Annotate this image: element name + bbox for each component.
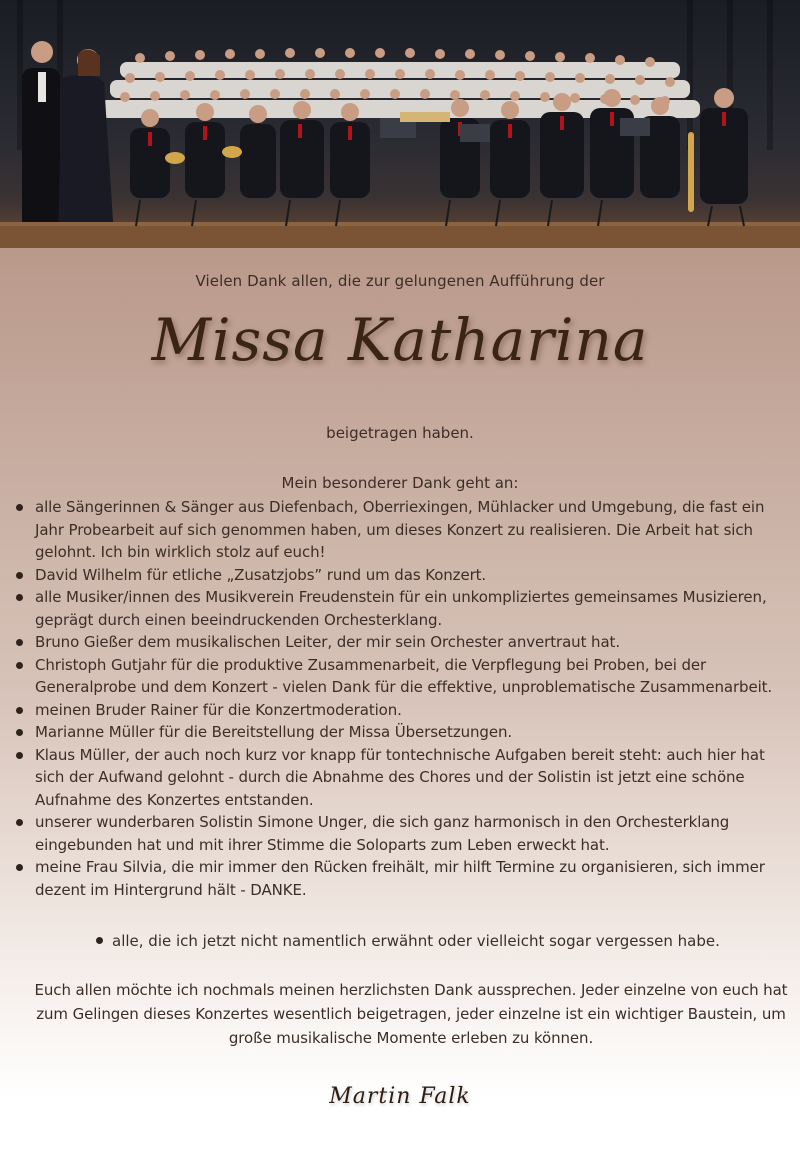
- list-item: Bruno Gießer dem musikalischen Leiter, der mir sein Orchester anvertraut hat.: [0, 631, 800, 654]
- contributed-text: beigetragen haben.: [326, 424, 474, 442]
- list-item: unserer wunderbaren Solistin Simone Unger, die sich ganz harmonisch in den Orchesterklang eingebunden hat und mit ihrer Stimme die Soloparts zum Leben erweckt hat.: [0, 811, 800, 856]
- extra-thanks: [0, 930, 800, 952]
- list-item: meine Frau Silvia, die mir immer den Rücken freihält, mir hilft Termine zu organisieren, sich immer dezent im Hintergrund hält - DANKE.: [0, 856, 800, 901]
- thanks-heading: Mein besonderer Dank geht an:: [281, 474, 519, 492]
- list-item: meinen Bruder Rainer für die Konzertmoderation.: [0, 699, 800, 722]
- closing-text: Euch allen möchte ich nochmals meinen herzlichsten Dank aussprechen. Jeder einzelne von euch hat zum Gelingen dieses Konzertes wesentlich beigetragen, jeder einzelne ist ein wichtiger Baustein, um große musikalische Momente erleben zu können.: [34, 981, 788, 1047]
- list-item: alle Sängerinnen & Sänger aus Diefenbach, Oberriexingen, Mühlacker und Umgebung, die fast ein Jahr Probearbeit auf sich genommen haben, um dieses Konzert zu realisieren. Die Arbeit hat sich gelohnt. Ich bin wirklich stolz auf euch!: [0, 496, 800, 564]
- soloist-figure: [58, 75, 114, 236]
- intro-text: Vielen Dank allen, die zur gelungenen Aufführung der: [195, 272, 605, 290]
- list-item: Klaus Müller, der auch noch kurz vor knapp für tontechnische Aufgaben bereit steht: auch hier hat sich der Aufwand gelohnt - durch die Abnahme des Chores und der Solistin ist jetzt eine schöne Aufnahme des Konzertes entstanden.: [0, 744, 800, 812]
- list-item: Marianne Müller für die Bereitstellung der Missa Übersetzungen.: [0, 721, 800, 744]
- list-item: Christoph Gutjahr für die produktive Zusammenarbeit, die Verpflegung bei Proben, bei der Generalprobe und dem Konzert - vielen Dank für die effektive, unproblematische Zusammenarbeit.: [0, 654, 800, 699]
- thanks-list: [0, 496, 800, 901]
- list-item-extra: alle, die ich jetzt nicht namentlich erwähnt oder vielleicht sogar vergessen habe.: [0, 930, 800, 952]
- page-title: Missa Katharina: [151, 306, 649, 374]
- concert-photo: [0, 0, 800, 248]
- list-item: alle Musiker/innen des Musikverein Freudenstein für ein unkompliziertes gemeinsames Musizieren, geprägt durch einen beeindruckenden Orchesterklang.: [0, 586, 800, 631]
- list-item: David Wilhelm für etliche „Zusatzjobs” rund um das Konzert.: [0, 564, 800, 587]
- signature: Martin Falk: [329, 1084, 471, 1109]
- letter-content: [0, 248, 800, 1159]
- concert-photo-illustration: [0, 0, 800, 248]
